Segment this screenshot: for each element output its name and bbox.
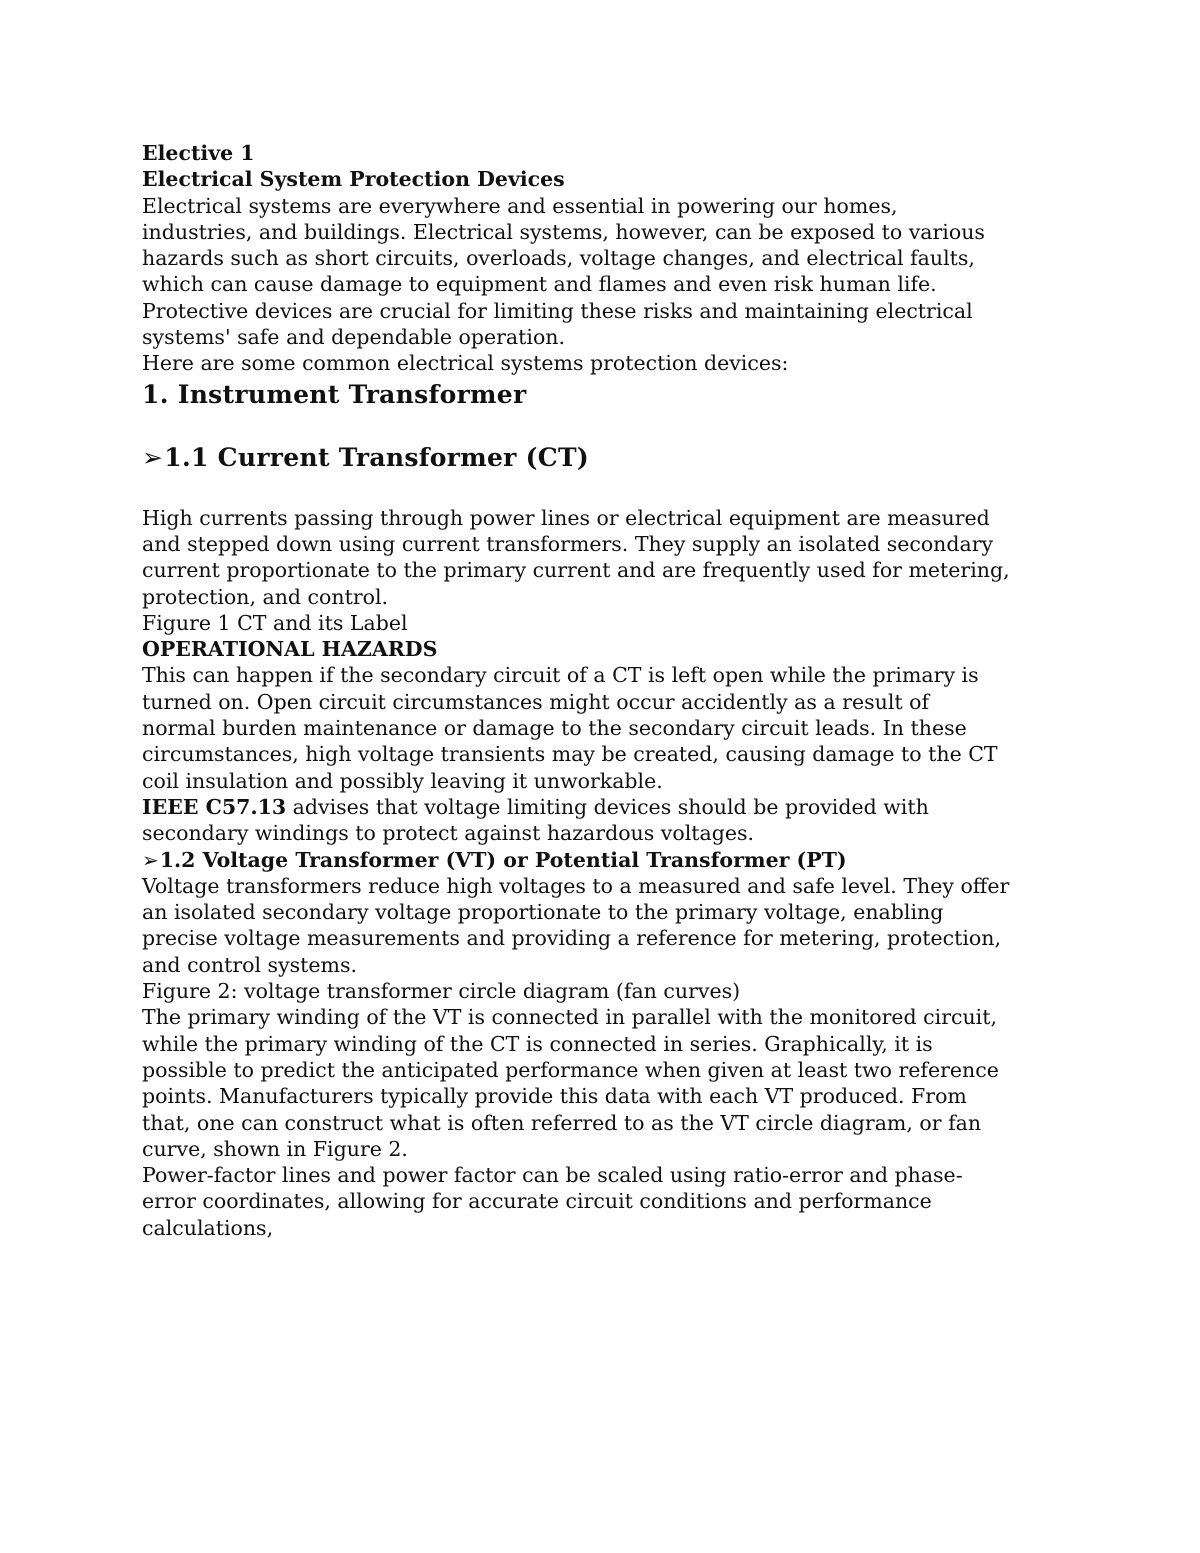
figure-1-caption: Figure 1 CT and its Label <box>142 610 408 635</box>
text-line: while the primary winding of the CT is connected in series. Graphically, it is <box>142 1031 933 1056</box>
text-line: protection, and control. <box>142 584 389 609</box>
ieee-standard-name: IEEE C57.13 <box>142 794 287 819</box>
vt-paragraph <box>142 873 1072 978</box>
text-line: Power-factor lines and power factor can be scaled using ratio-error and phase- <box>142 1163 963 1188</box>
text-line: The primary winding of the VT is connected in parallel with the monitored circuit, <box>142 1005 997 1030</box>
doc-title: Elective 1 <box>142 141 255 165</box>
text-line: possible to predict the anticipated performance when given at least two reference <box>142 1057 999 1082</box>
text-line: Here are some common electrical systems protection devices: <box>142 351 789 376</box>
hazards-paragraph <box>142 662 1072 793</box>
text-line: circumstances, high voltage transients may be created, causing damage to the CT <box>142 742 998 767</box>
operational-hazards-heading: OPERATIONAL HAZARDS <box>142 637 438 662</box>
subsection-heading-voltage-transformer <box>142 847 1072 873</box>
section-heading-instrument-transformer: 1. Instrument Transformer <box>142 379 527 409</box>
text-line: industries, and buildings. Electrical systems, however, can be exposed to various <box>142 219 985 244</box>
text-line: coil insulation and possibly leaving it unworkable. <box>142 768 663 793</box>
ct-paragraph <box>142 505 1072 610</box>
text-line: Protective devices are crucial for limiting these risks and maintaining electrical <box>142 298 973 323</box>
document-page <box>142 140 1072 1241</box>
doc-subtitle: Electrical System Protection Devices <box>142 167 565 192</box>
text-line: which can cause damage to equipment and flames and even risk human life. <box>142 272 937 297</box>
subsection-label: 1.2 Voltage Transformer (VT) or Potential Transformer (PT) <box>159 847 847 872</box>
text-line: normal burden maintenance or damage to the secondary circuit leads. In these <box>142 716 967 741</box>
subsection-label: 1.1 Current Transformer (CT) <box>164 442 589 472</box>
arrow-bullet-icon: ➢ <box>142 442 164 472</box>
figure-2-caption: Figure 2: voltage transformer circle diagram (fan curves) <box>142 979 741 1004</box>
text-line: systems' safe and dependable operation. <box>142 325 566 350</box>
text-line: Electrical systems are everywhere and essential in powering our homes, <box>142 193 898 218</box>
text-line: that, one can construct what is often referred to as the VT circle diagram, or fan <box>142 1110 982 1135</box>
power-factor-paragraph <box>142 1162 1072 1241</box>
text-line: hazards such as short circuits, overloads, voltage changes, and electrical faults, <box>142 246 975 271</box>
text-line: High currents passing through power lines or electrical equipment are measured <box>142 505 990 530</box>
text-line: Voltage transformers reduce high voltages to a measured and safe level. They offer <box>142 873 1010 898</box>
text-line: This can happen if the secondary circuit of a CT is left open while the primary is <box>142 663 979 688</box>
text-line: calculations, <box>142 1215 274 1240</box>
text-line: secondary windings to protect against hazardous voltages. <box>142 821 755 846</box>
text-line: precise voltage measurements and providing a reference for metering, protection, <box>142 926 1001 951</box>
ieee-standard-line <box>142 794 1072 820</box>
text-line: and stepped down using current transformers. They supply an isolated secondary <box>142 531 994 556</box>
ieee-standard-text: advises that voltage limiting devices should be provided with <box>286 794 929 819</box>
text-line: an isolated secondary voltage proportionate to the primary voltage, enabling <box>142 900 944 925</box>
text-line: turned on. Open circuit circumstances might occur accidently as a result of <box>142 689 930 714</box>
arrow-bullet-icon: ➢ <box>142 847 159 872</box>
text-line: error coordinates, allowing for accurate circuit conditions and performance <box>142 1189 932 1214</box>
intro-paragraph <box>142 193 1072 377</box>
blank-line <box>142 474 1072 505</box>
text-line: curve, shown in Figure 2. <box>142 1136 408 1161</box>
text-line: current proportionate to the primary current and are frequently used for metering, <box>142 558 1010 583</box>
primary-winding-paragraph <box>142 1004 1072 1162</box>
text-line: points. Manufacturers typically provide this data with each VT produced. From <box>142 1084 967 1109</box>
text-line: and control systems. <box>142 952 358 977</box>
blank-line <box>142 411 1072 442</box>
subsection-heading-current-transformer <box>142 442 1072 474</box>
